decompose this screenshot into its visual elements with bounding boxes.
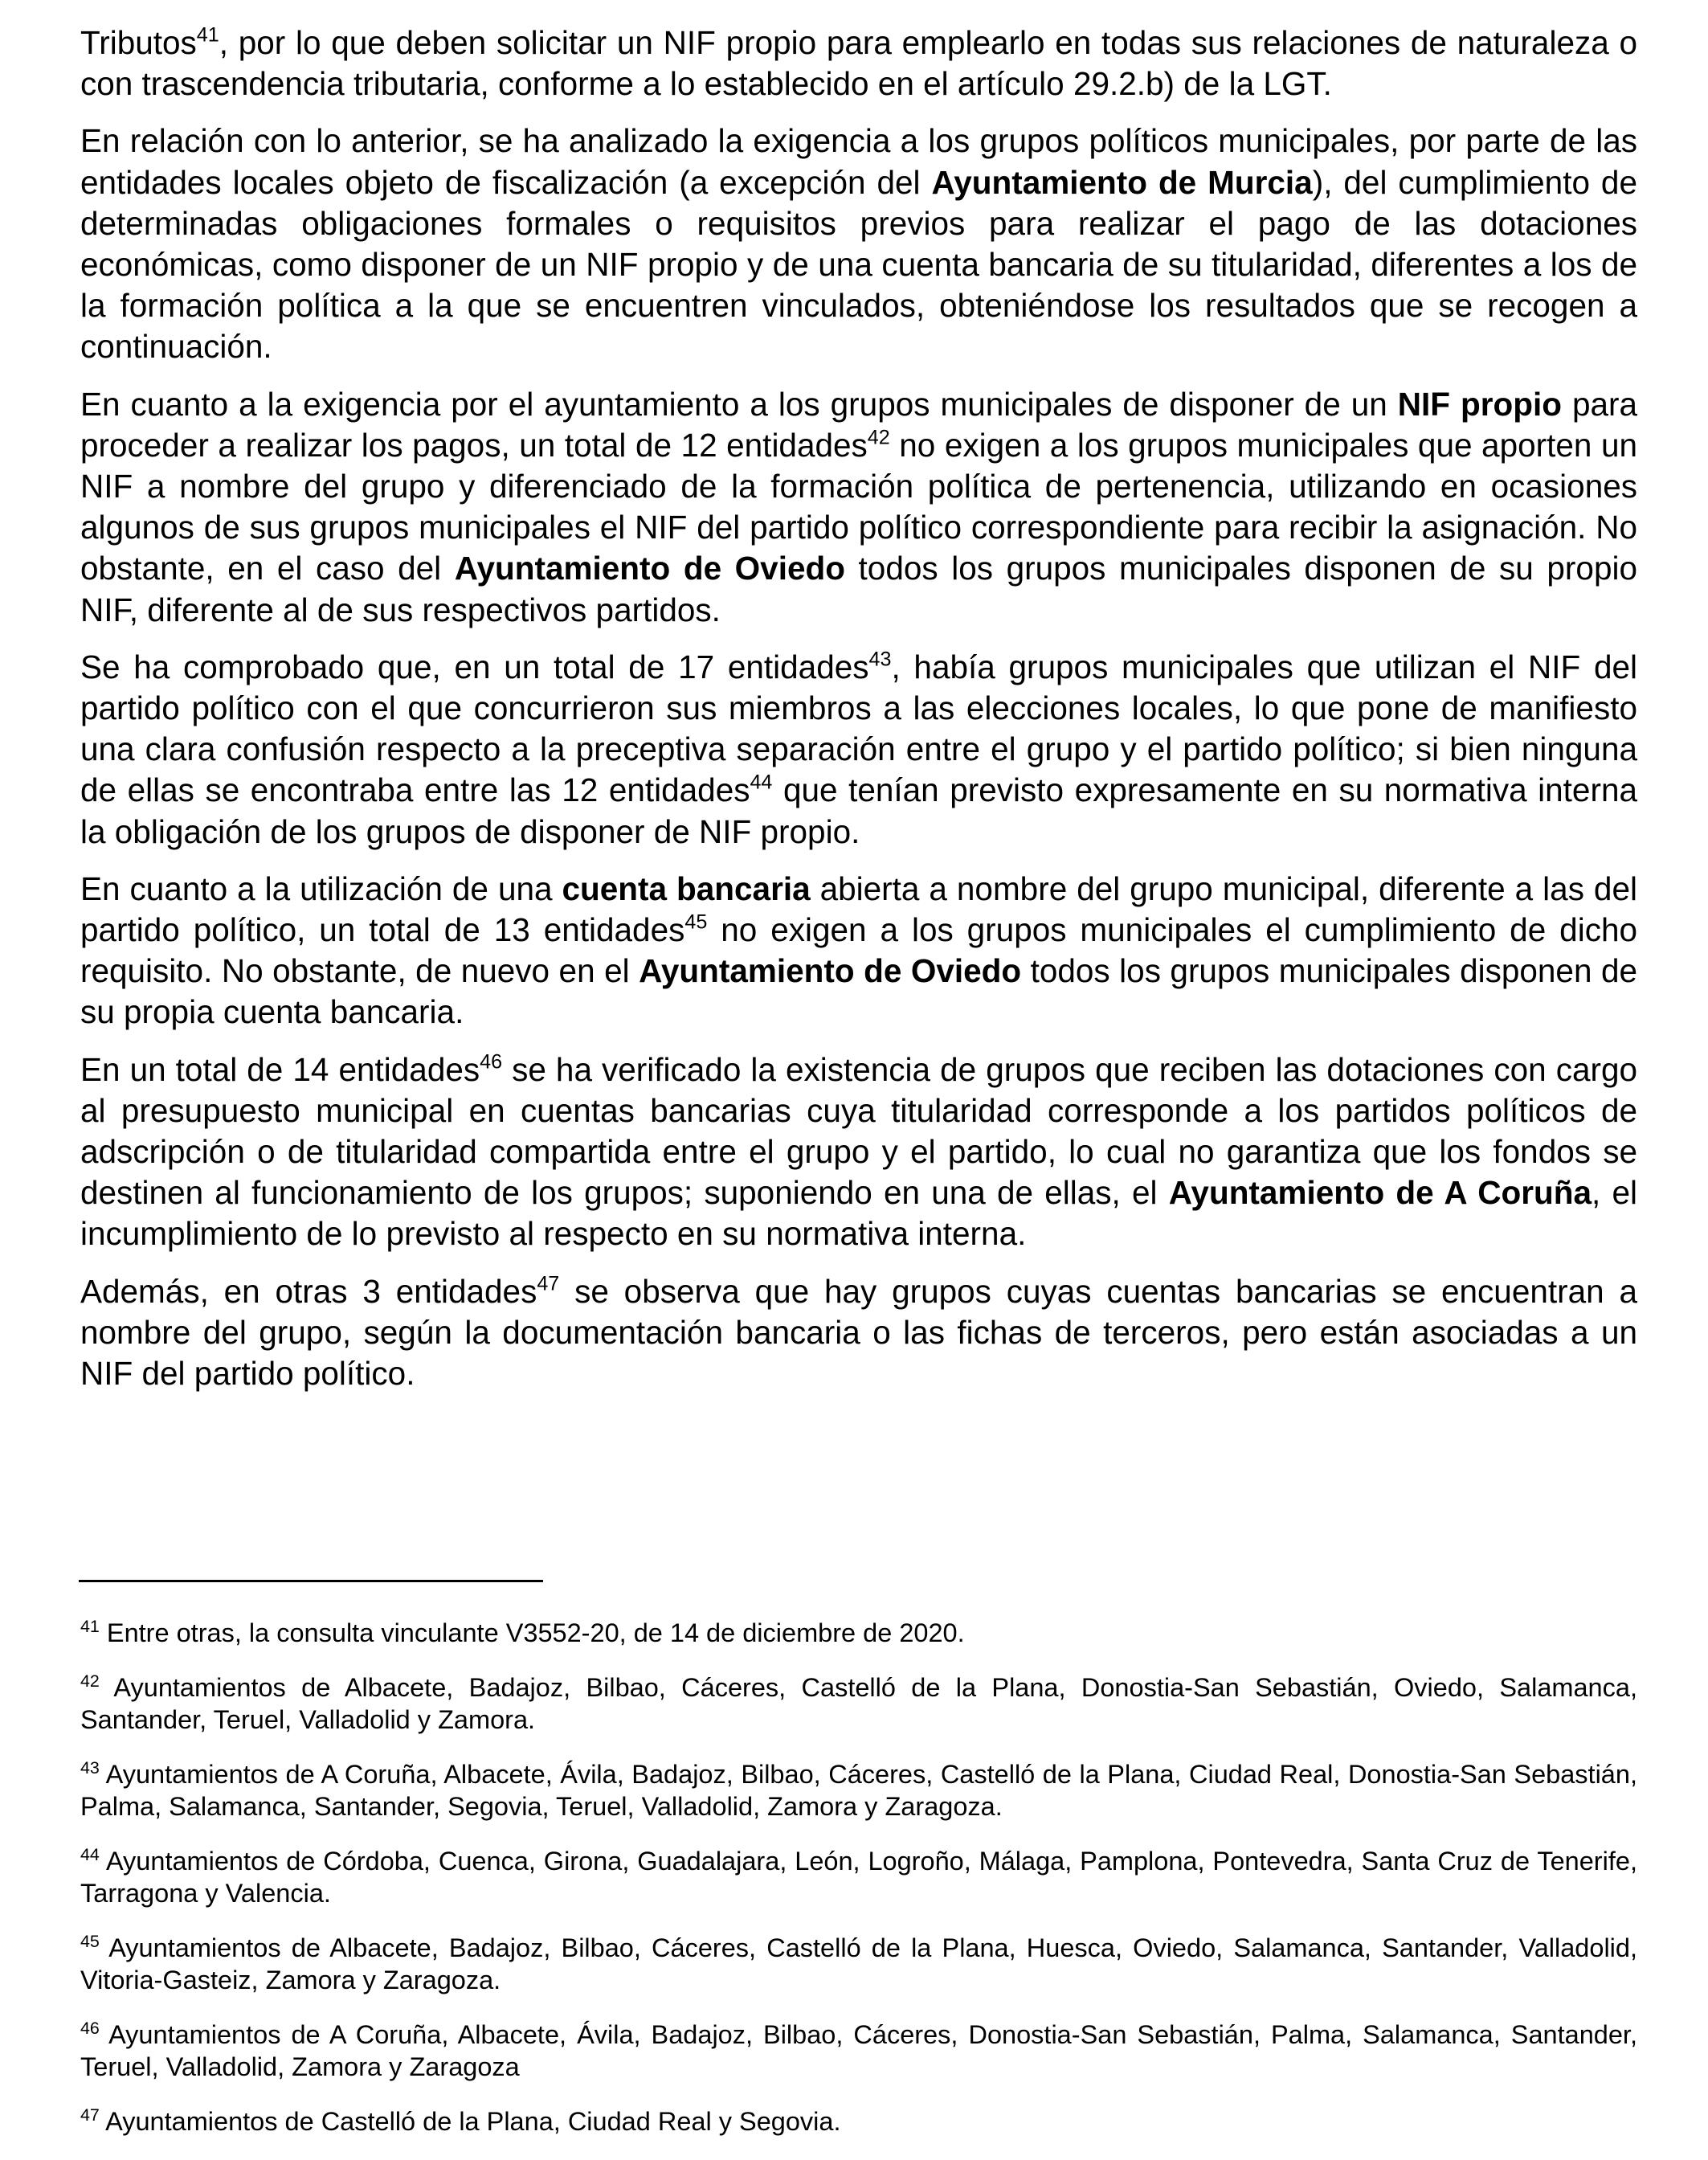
paragraph [80, 1049, 1637, 1255]
footnote-number: 45 [80, 1932, 100, 1952]
paragraph-text: ), del cumplimiento de determinadas obligaciones formales o requisitos previos para realizar el pago de las dotaciones económicas, como disponer de un NIF propio y de una cuenta bancaria de su titularidad, diferentes a los de la formación política a la que se encuentren vinculados, obteniéndose los resultados que se recogen a continuación. [80, 163, 1637, 366]
paragraph-text: todos los grupos municipales disponen de su propio NIF, diferente al de sus respectivos partidos. [80, 550, 1637, 628]
paragraph-text: En cuanto a la exigencia por el ayuntamiento a los grupos municipales de disponer de un [80, 385, 1398, 423]
footnote-number: 46 [80, 2019, 100, 2039]
footnote-text: Ayuntamientos de Albacete, Badajoz, Bilbao, Cáceres, Castelló de la Plana, Huesca, Oviedo, Salamanca, Santander, Valladolid, Vitoria-Gasteiz, Zamora y Zaragoza. [80, 1933, 1637, 1994]
paragraph-text: que tenían previsto expresamente en su normativa interna la obligación de los grupos de disponer de NIF propio. [80, 771, 1637, 850]
footnote-text: Ayuntamientos de A Coruña, Albacete, Ávila, Badajoz, Bilbao, Cáceres, Donostia-San Sebastián, Palma, Salamanca, Santander, Teruel, Valladolid, Zamora y Zaragoza [80, 2020, 1637, 2081]
footnote-reference: 47 [537, 1272, 560, 1295]
footnote-reference: 43 [868, 648, 892, 671]
paragraph-text: , por lo que deben solicitar un NIF propio para emplearlo en todas sus relaciones de naturaleza o con trascendencia tributaria, conforme a lo establecido en el artículo 29.2.b) de la LGT. [80, 24, 1637, 103]
bold-emphasis: Ayuntamiento de Murcia [931, 163, 1313, 201]
footnote [80, 1758, 1637, 1822]
bold-emphasis: Ayuntamiento de A Coruña [1168, 1174, 1592, 1212]
footnote-separator [79, 1580, 543, 1582]
paragraph-text: En relación con lo anterior, se ha analizado la exigencia a los grupos políticos municipales, por parte de las entidades locales objeto de fiscalización (a excepción del [80, 122, 1637, 201]
footnote-reference: 41 [196, 23, 219, 47]
footnote-number: 47 [80, 2105, 100, 2125]
footnote [80, 1932, 1637, 1996]
paragraph [80, 384, 1637, 631]
paragraph-text: Tributos [80, 24, 197, 61]
footnote-text: Entre otras, la consulta vinculante V3552-20, de 14 de diciembre de 2020. [106, 1618, 965, 1647]
footnote [80, 2105, 1637, 2138]
bold-emphasis: Ayuntamiento de Oviedo [639, 952, 1022, 990]
paragraph [80, 22, 1637, 104]
footnote-reference: 42 [867, 426, 890, 449]
footnote-text: Ayuntamientos de A Coruña, Albacete, Ávila, Badajoz, Bilbao, Cáceres, Castelló de la Plana, Ciudad Real, Donostia-San Sebastián, Palma, Salamanca, Santander, Segovia, Teruel, Valladolid, Zamora y Zaragoza. [80, 1760, 1637, 1821]
paragraph-text: En cuanto a la utilización de una [80, 869, 562, 907]
footnote-reference: 45 [684, 910, 708, 934]
paragraph-text: todos los grupos municipales disponen de su propia cuenta bancaria. [80, 952, 1637, 1031]
footnote [80, 1617, 1637, 1649]
footnote-text: Ayuntamientos de Castelló de la Plana, Ciudad Real y Segovia. [105, 2107, 841, 2136]
paragraph-text: Se ha comprobado que, en un total de 17 entidades [80, 648, 869, 685]
paragraph [80, 1271, 1637, 1395]
bold-emphasis: NIF propio [1397, 385, 1562, 423]
paragraph-text: En un total de 14 entidades [80, 1050, 480, 1088]
footnote-text: Ayuntamientos de Albacete, Badajoz, Bilbao, Cáceres, Castelló de la Plana, Donostia-San Sebastián, Oviedo, Salamanca, Santander, Teruel, Valladolid y Zamora. [80, 1673, 1637, 1734]
paragraph-text: se ha verificado la existencia de grupos que reciben las dotaciones con cargo al presupuesto municipal en cuentas bancarias cuya titularidad corresponde a los partidos políticos de adscripción o de titularidad compartida entre el grupo y el partido, lo cual no garantiza que los fondos se destinen al funcionamiento de los grupos; suponiendo en una de ellas, el [80, 1050, 1638, 1212]
footnote-number: 44 [80, 1845, 100, 1865]
paragraph-text: se observa que hay grupos cuyas cuentas bancarias se encuentran a nombre del grupo, según la documentación bancaria o las fichas de terceros, pero están asociadas a un NIF del partido político. [80, 1272, 1638, 1393]
footnote-reference: 44 [750, 771, 773, 794]
footnote-number: 43 [80, 1758, 100, 1778]
footnote-text: Ayuntamientos de Córdoba, Cuenca, Girona, Guadalajara, León, Logroño, Málaga, Pamplona, Pontevedra, Santa Cruz de Tenerife, Tarragona y Valencia. [80, 1847, 1637, 1908]
paragraph-text: para proceder a realizar los pagos, un total de 12 entidades [80, 385, 1638, 464]
paragraph [80, 121, 1637, 367]
paragraph-text: Además, en otras 3 entidades [80, 1272, 537, 1310]
footnote-number: 41 [80, 1617, 100, 1637]
paragraph [80, 647, 1637, 853]
paragraph-text: no exigen a los grupos municipales el cumplimiento de dicho requisito. No obstante, de nuevo en el [80, 911, 1637, 990]
paragraph-text: abierta a nombre del grupo municipal, diferente a las del partido político, un total de 13 entidades [80, 869, 1637, 949]
paragraph [80, 869, 1637, 1033]
footnotes [80, 1617, 1637, 2160]
paragraph-text: , había grupos municipales que utilizan el NIF del partido político con el que concurrieron sus miembros a las elecciones locales, lo que pone de manifiesto una clara confusión respecto a la preceptiva separación entre el grupo y el partido político; si bien ninguna de ellas se encontraba entre las 12 entidades [80, 648, 1637, 809]
bold-emphasis: Ayuntamiento de Oviedo [454, 550, 845, 587]
footnote [80, 2019, 1637, 2083]
footnote-number: 42 [80, 1671, 100, 1692]
bold-emphasis: cuenta bancaria [562, 869, 811, 907]
footnote [80, 1845, 1637, 1909]
document-body [80, 22, 1637, 1410]
footnote-reference: 46 [480, 1050, 503, 1074]
footnote [80, 1671, 1637, 1736]
paragraph-text: , el incumplimiento de lo previsto al respecto en su normativa interna. [80, 1174, 1637, 1253]
paragraph-text: no exigen a los grupos municipales que aporten un NIF a nombre del grupo y diferenciado de la formación política de pertenencia, utilizando en ocasiones algunos de sus grupos municipales el NIF del partido político correspondiente para recibir la asignación. No obstante, en el caso del [80, 426, 1637, 587]
